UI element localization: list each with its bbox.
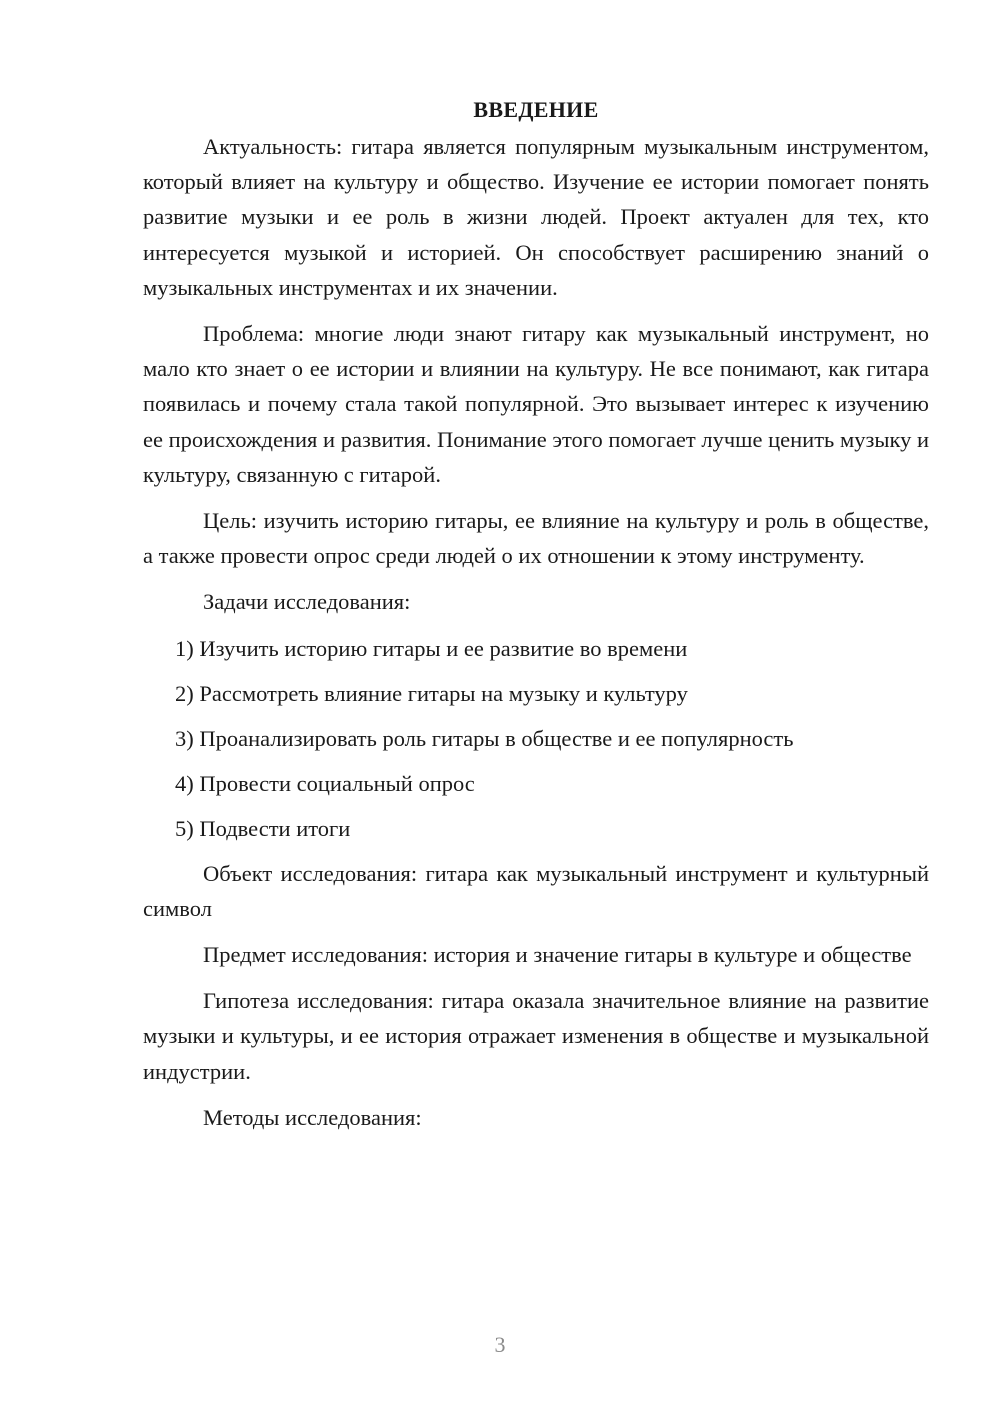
list-item: 4) Провести социальный опрос (175, 770, 475, 796)
goal-paragraph: Цель: изучить историю гитары, ее влияние на культуру и роль в обществе, а также провести опрос среди людей о их отношении к этому инструменту. (143, 508, 929, 569)
relevance-paragraph: Актуальность: гитара является популярным музыкальным инструментом, который влияет на культуру и общество. Изучение ее истории помогает понять развитие музыки и ее роль в жизни людей. Проект актуален для тех, кто интересуется музыкой и историей. Он способствует расширению знаний о музыкальных инструментах и их значении. (143, 134, 929, 300)
tasks-list (143, 631, 929, 846)
list-item: 3) Проанализировать роль гитары в обществе и ее популярность (175, 725, 794, 751)
object-paragraph: Объект исследования: гитара как музыкальный инструмент и культурный символ (143, 860, 929, 921)
methods-heading: Методы исследования: (203, 1104, 422, 1130)
page-number: 3 (494, 1332, 506, 1357)
hypothesis-paragraph: Гипотеза исследования: гитара оказала значительное влияние на развитие музыки и культуры, и ее история отражает изменения в обществе и музыкальной индустрии. (143, 988, 929, 1084)
section-heading: ВВЕДЕНИЕ (473, 97, 599, 122)
list-item: 1) Изучить историю гитары и ее развитие во времени (175, 635, 688, 661)
document-page (143, 92, 929, 1146)
problem-paragraph: Проблема: многие люди знают гитару как музыкальный инструмент, но мало кто знает о ее истории и влиянии на культуру. Не все понимают, как гитара появилась и почему стала такой популярной. Это вызывает интерес к изучению ее происхождения и развития. Понимание этого помогает лучше ценить музыку и культуру, связанную с гитарой. (143, 321, 929, 487)
tasks-heading: Задачи исследования: (203, 589, 411, 615)
list-item: 2) Рассмотреть влияние гитары на музыку и культуру (175, 680, 688, 706)
list-item: 5) Подвести итоги (175, 815, 351, 841)
subject-paragraph: Предмет исследования: история и значение гитары в культуре и обществе (203, 942, 912, 968)
